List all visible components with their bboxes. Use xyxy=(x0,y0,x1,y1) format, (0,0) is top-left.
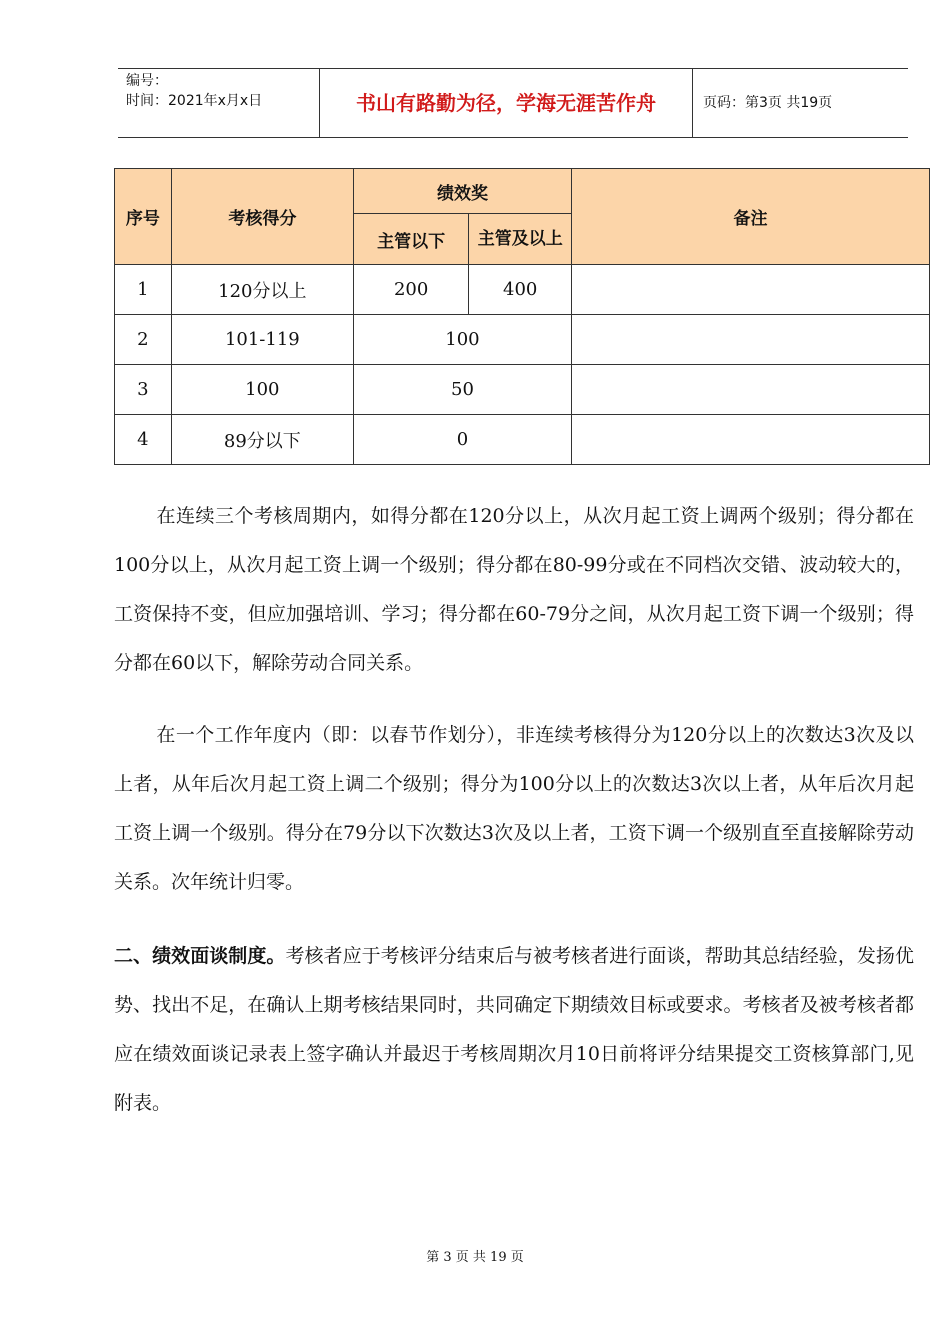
section-heading: 二、绩效面谈制度。 xyxy=(114,945,286,967)
paragraph-annual-rule xyxy=(114,711,914,907)
header-divider xyxy=(692,69,693,137)
cell-score: 120分以上 xyxy=(171,265,353,315)
cell-bonus: 0 xyxy=(353,415,571,465)
paragraph-text: 考核者应于考核评分结束后与被考核者进行面谈，帮助其总结经验，发扬优势、找出不足，在确认上期考核结果同时，共同确定下期绩效目标或要求。考核者及被考核者都应在绩效面谈记录表上签字确认并最迟于考核周期次月10日前将评分结果提交工资核算部门,见附表。 xyxy=(114,945,914,1114)
header-meta xyxy=(126,71,316,111)
cell-bonus: 100 xyxy=(353,315,571,365)
paragraph-consecutive-periods xyxy=(114,492,914,688)
page-header xyxy=(118,68,908,138)
cell-note xyxy=(572,365,930,415)
cell-score: 100 xyxy=(171,365,353,415)
table-row xyxy=(115,265,930,315)
doc-time-label: 时间：2021年x月x日 xyxy=(126,93,263,109)
header-cell-score: 考核得分 xyxy=(171,169,353,265)
cell-bonus-above: 400 xyxy=(469,265,572,315)
cell-note xyxy=(572,265,930,315)
page-footer: 第 3 页 共 19 页 xyxy=(426,1250,524,1265)
cell-no: 2 xyxy=(115,315,172,365)
header-cell-no: 序号 xyxy=(115,169,172,265)
paragraph-text: 在一个工作年度内（即：以春节作划分），非连续考核得分为120分以上的次数达3次及以上者，从年后次月起工资上调二个级别；得分为100分以上的次数达3次以上者，从年后次月起工资上调一个级别。得分在79分以下次数达3次及以上者，工资下调一个级别直至直接解除劳动关系。次年统计归零。 xyxy=(114,724,914,893)
table-row xyxy=(115,365,930,415)
cell-score: 89分以下 xyxy=(171,415,353,465)
paragraph-interview-system xyxy=(114,932,914,1128)
header-cell-bonus: 绩效奖 xyxy=(353,169,571,214)
cell-bonus: 50 xyxy=(353,365,571,415)
cell-no: 3 xyxy=(115,365,172,415)
doc-number-label: 编号： xyxy=(126,73,168,89)
table-row xyxy=(115,415,930,465)
header-page-number: 页码：第3页 共19页 xyxy=(703,95,833,111)
cell-score: 101-119 xyxy=(171,315,353,365)
paragraph-text: 在连续三个考核周期内，如得分都在120分以上，从次月起工资上调两个级别；得分都在100分以上，从次月起工资上调一个级别；得分都在80-99分或在不同档次交错、波动较大的，工资保持不变，但应加强培训、学习；得分都在60-79分之间，从次月起工资下调一个级别；得分都在60以下，解除劳动合同关系。 xyxy=(114,505,914,674)
cell-note xyxy=(572,415,930,465)
cell-bonus-below: 200 xyxy=(353,265,469,315)
cell-no: 1 xyxy=(115,265,172,315)
header-motto: 书山有路勤为径，学海无涯苦作舟 xyxy=(356,91,656,115)
cell-no: 4 xyxy=(115,415,172,465)
header-cell-below-supervisor: 主管以下 xyxy=(353,214,469,265)
cell-note xyxy=(572,315,930,365)
table-row xyxy=(115,315,930,365)
header-cell-note: 备注 xyxy=(572,169,930,265)
performance-bonus-table xyxy=(114,168,930,465)
header-cell-above-supervisor: 主管及以上 xyxy=(469,214,572,265)
